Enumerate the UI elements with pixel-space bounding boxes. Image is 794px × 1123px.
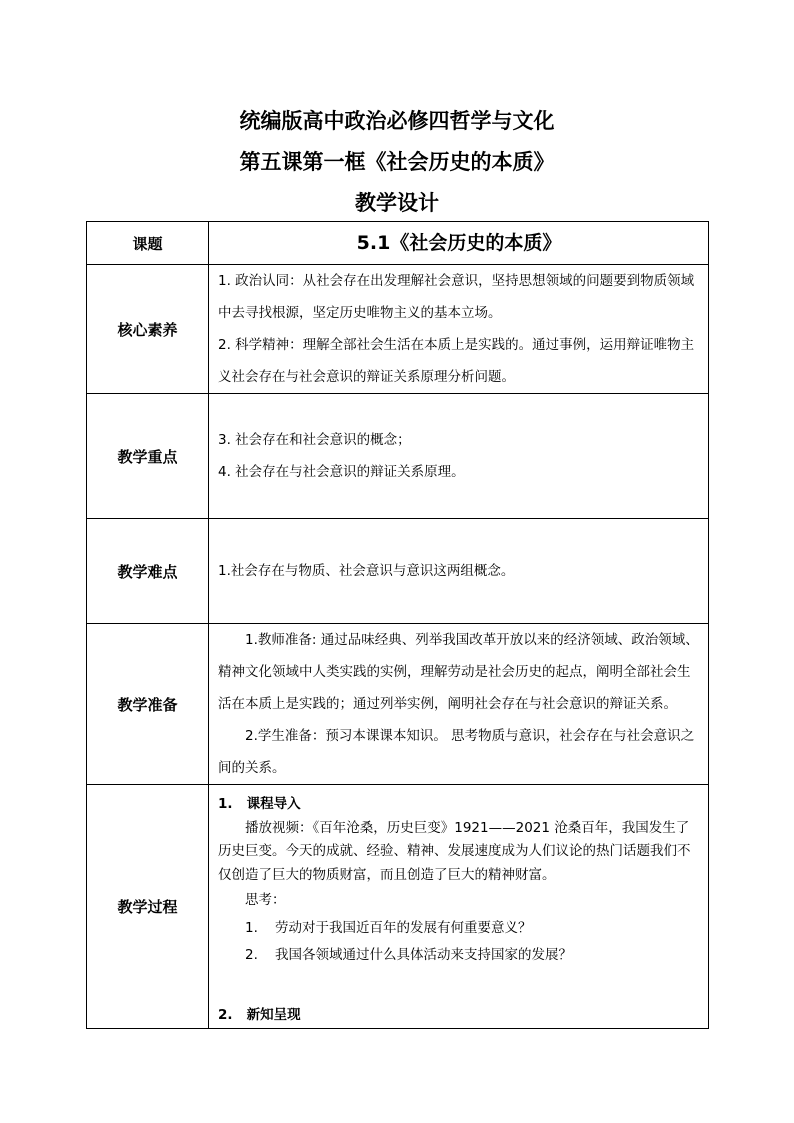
table-row-topic — [87, 222, 709, 265]
key-point-item-1: 3. 社会存在和社会意识的概念； — [218, 432, 411, 448]
intro-paragraph: 播放视频：《百年沧桑，历史巨变》1921——2021 沧桑百年，我国发生了历史巨变。今天的成就、经验、精神、发展速度成为人们议论的热门话题我们不仅创造了巨大的物质财富，而且创造了巨大的精神财富。 — [218, 819, 691, 883]
section-new-knowledge-number: 2. — [218, 1006, 233, 1023]
document-title: 统编版高中政治必修四哲学与文化 — [239, 109, 555, 133]
document-subtitle: 教学设计 — [355, 191, 439, 215]
question-number-1: 1. — [245, 919, 258, 936]
key-points-label: 教学重点 — [87, 394, 209, 519]
teacher-preparation: 1.教师准备: 通过品味经典、列举我国改革开放以来的经济领域、政治领域、精神文化领域中人类实践的实例，理解劳动是社会历史的起点，阐明全部社会生活在本质上是实践的；通过列举实例，阐明社会存在与社会意识的辩证关系。 — [218, 632, 699, 712]
question-item-2 — [245, 944, 700, 968]
difficulty-item-1: 1.社会存在与物质、社会意识与意识这两组概念。 — [218, 563, 515, 579]
key-point-item-2: 4. 社会存在与社会意识的辩证关系原理。 — [218, 464, 465, 480]
section-new-knowledge-heading — [218, 1004, 700, 1028]
topic-label: 课题 — [87, 222, 209, 265]
section-intro-title: 课程导入 — [246, 796, 301, 812]
section-intro-heading — [218, 793, 700, 817]
process-label: 教学过程 — [87, 785, 209, 1029]
section-intro-number: 1. — [218, 796, 233, 812]
question-text-1: 劳动对于我国近百年的发展有何重要意义？ — [275, 919, 532, 936]
process-cell — [209, 785, 709, 1029]
table-row-core-literacy — [87, 265, 709, 394]
table-row-difficulties — [87, 519, 709, 624]
lesson-plan-table — [86, 221, 709, 1029]
core-literacy-item-2: 2. 科学精神：理解全部社会生活在本质上是实践的。通过事例，运用辩证唯物主义社会存在与社会意识的辩证关系原理分析问题。 — [218, 337, 695, 385]
lesson-title: 第五课第一框《社会历史的本质》 — [239, 150, 555, 174]
question-item-1 — [245, 917, 700, 941]
section-new-knowledge-title: 新知呈现 — [246, 1006, 301, 1023]
think-label: 思考： — [245, 892, 286, 908]
table-row-key-points — [87, 394, 709, 519]
question-list — [218, 917, 700, 968]
table-row-process — [87, 785, 709, 1029]
student-preparation: 2.学生准备：预习本课课本知识。 思考物质与意识，社会存在与社会意识之间的关系。 — [218, 728, 695, 776]
difficulties-label: 教学难点 — [87, 519, 209, 624]
core-literacy-cell — [209, 265, 709, 394]
difficulties-cell — [209, 519, 709, 624]
topic-value: 5.1《社会历史的本质》 — [209, 222, 709, 265]
preparation-cell — [209, 624, 709, 785]
question-number-2: 2. — [245, 947, 258, 963]
core-literacy-label: 核心素养 — [87, 265, 209, 394]
table-row-preparation — [87, 624, 709, 785]
key-points-cell — [209, 394, 709, 519]
preparation-label: 教学准备 — [87, 624, 209, 785]
question-text-2: 我国各领域通过什么具体活动来支持国家的发展？ — [275, 947, 572, 963]
core-literacy-item-1: 1. 政治认同：从社会存在出发理解社会意识，坚持思想领域的问题要到物质领域中去寻找根源，坚定历史唯物主义的基本立场。 — [218, 273, 695, 321]
